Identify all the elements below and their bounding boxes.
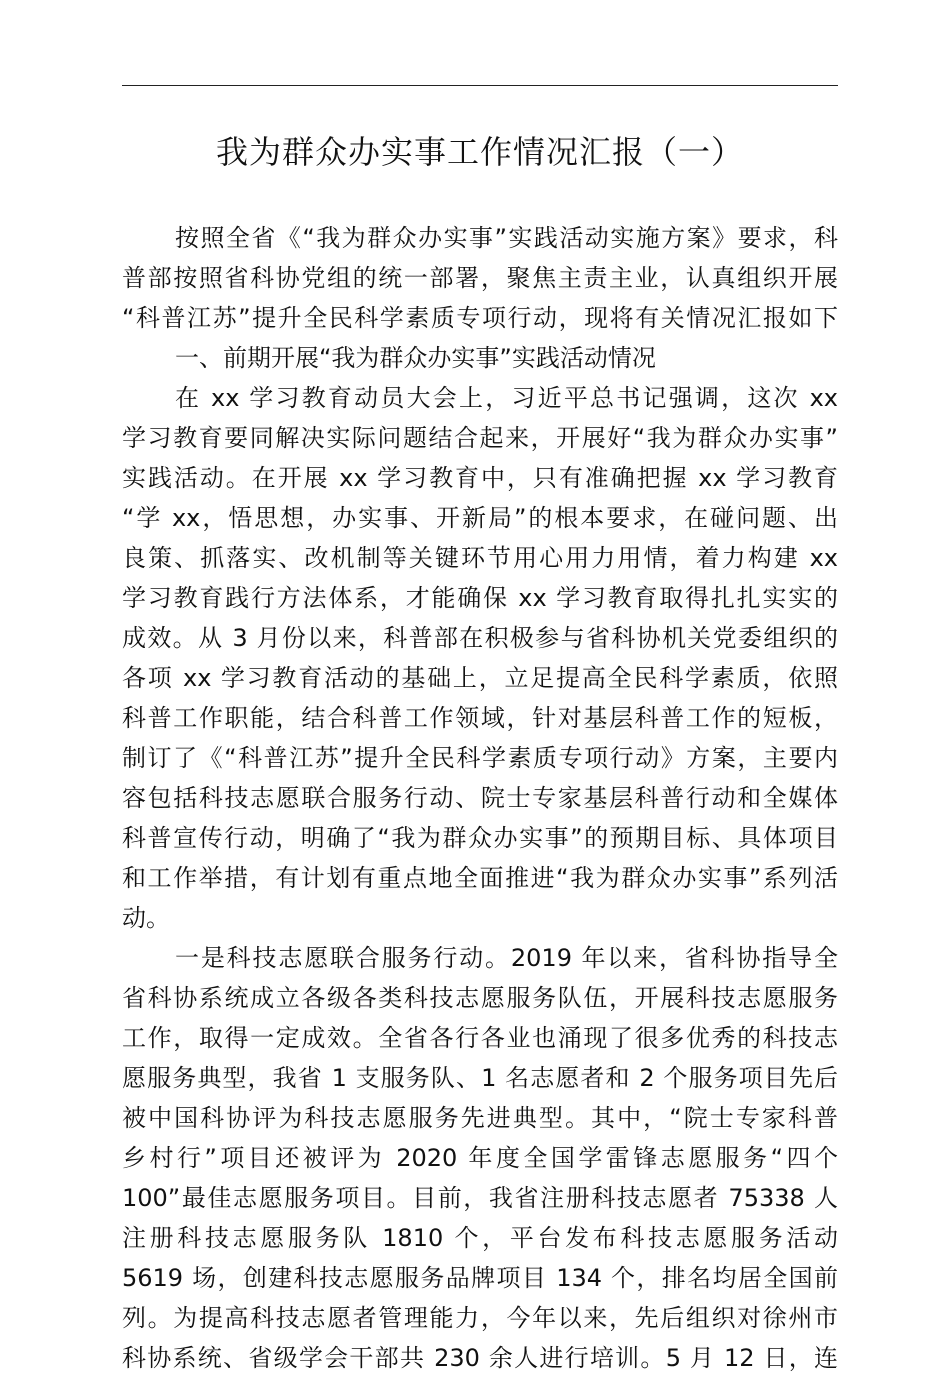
text-line: 愿服务典型，我省 1 支服务队、1 名志愿者和 2 个服务项目先后: [122, 1064, 838, 1092]
header-rule: [122, 85, 838, 86]
text-line: 科普工作职能，结合科普工作领域，针对基层科普工作的短板，: [122, 704, 838, 732]
text-line: “科普江苏”提升全民科学素质专项行动，现将有关情况汇报如下: [122, 304, 838, 332]
text-line: 注册科技志愿服务队 1810 个，平台发布科技志愿服务活动: [122, 1224, 838, 1252]
text-line: 普部按照省科协党组的统一部署，聚焦主责主业，认真组织开展: [122, 264, 838, 292]
text-line: 动。: [122, 904, 170, 932]
text-line: 制订了《“科普江苏”提升全民科学素质专项行动》方案，主要内: [122, 744, 838, 772]
text-line: 成效。从 3 月份以来，科普部在积极参与省科协机关党委组织的: [122, 624, 838, 652]
text-line: 学习教育要同解决实际问题结合起来，开展好“我为群众办实事”: [122, 424, 838, 452]
text-line: 5619 场，创建科技志愿服务品牌项目 134 个，排名均居全国前: [122, 1264, 838, 1292]
text-line: 被中国科协评为科技志愿服务先进典型。其中，“院士专家科普: [122, 1104, 838, 1132]
text-line: 科普宣传行动，明确了“我为群众办实事”的预期目标、具体项目: [122, 824, 838, 852]
text-line: 实践活动。在开展 xx 学习教育中，只有准确把握 xx 学习教育: [122, 464, 838, 492]
text-line: 在 xx 学习教育动员大会上，习近平总书记强调，这次 xx: [175, 384, 838, 412]
section-heading: 一、前期开展“我为群众办实事”实践活动情况: [175, 344, 656, 372]
text-line: 各项 xx 学习教育活动的基础上，立足提高全民科学素质，依照: [122, 664, 838, 692]
text-line: 按照全省《“我为群众办实事”实践活动实施方案》要求，科: [175, 224, 838, 252]
text-line: 良策、抓落实、改机制等关键环节用心用力用情，着力构建 xx: [122, 544, 838, 572]
text-line: 容包括科技志愿联合服务行动、院士专家基层科普行动和全媒体: [122, 784, 838, 812]
text-line: “学 xx，悟思想，办实事、开新局”的根本要求，在碰问题、出: [122, 504, 838, 532]
document-title: 我为群众办实事工作情况汇报（一）: [215, 133, 744, 171]
document-body: [122, 218, 838, 1378]
text-line: 列。为提高科技志愿者管理能力，今年以来，先后组织对徐州市: [122, 1304, 838, 1332]
text-line: 一是科技志愿联合服务行动。2019 年以来，省科协指导全: [175, 944, 838, 972]
text-line: 科协系统、省级学会干部共 230 余人进行培训。5 月 12 日，连: [122, 1344, 838, 1372]
text-line: 和工作举措，有计划有重点地全面推进“我为群众办实事”系列活: [122, 864, 838, 892]
text-line: 100”最佳志愿服务项目。目前，我省注册科技志愿者 75338 人: [122, 1184, 838, 1212]
text-line: 学习教育践行方法体系，才能确保 xx 学习教育取得扎扎实实的: [122, 584, 838, 612]
text-line: 省科协系统成立各级各类科技志愿服务队伍，开展科技志愿服务: [122, 984, 838, 1012]
text-line: 工作，取得一定成效。全省各行各业也涌现了很多优秀的科技志: [122, 1024, 838, 1052]
text-line: 乡村行”项目还被评为 2020 年度全国学雷锋志愿服务“四个: [122, 1144, 838, 1172]
